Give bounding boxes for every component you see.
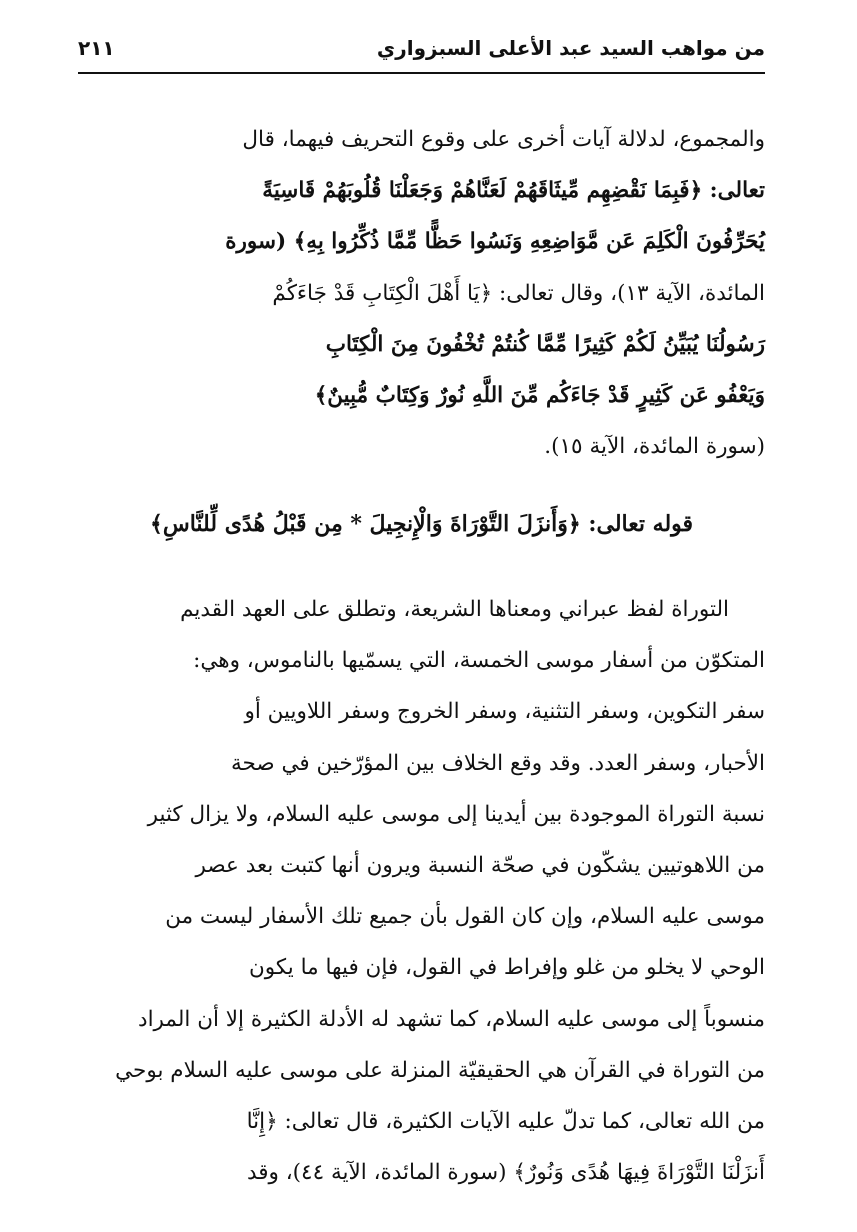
text-line: المائدة، الآية ١٣)، وقال تعالى: ﴿يَا أَهْلَ الْكِتَابِ قَدْ جَاءَكُمْ: [272, 280, 765, 306]
paragraph-quran-tahrif: [78, 114, 765, 472]
text-line: التوراة لفظ عبراني ومعناها الشريعة، وتطلق على العهد القديم: [180, 597, 729, 622]
text-line: من التوراة في القرآن هي الحقيقيّة المنزلة على موسى عليه السلام بوحي: [115, 1057, 765, 1083]
text-line: منسوباً إلى موسى عليه السلام، كما تشهد له الأدلة الكثيرة إلا أن المراد: [138, 1006, 765, 1032]
text-line: من الله تعالى، كما تدلّ عليه الآيات الكثيرة، قال تعالى: ﴿إِنَّا: [246, 1109, 765, 1135]
verse-line: رَسُولُنَا يُبَيِّنُ لَكُمْ كَثِيرًا مِّمَّا كُنتُمْ تُخْفُونَ مِنَ الْكِتَابِ: [325, 331, 765, 357]
running-title: من مواهب السيد عبد الأعلى السبزواري: [376, 36, 765, 60]
section-heading: قوله تعالى: ﴿وَأَنزَلَ التَّوْرَاةَ وَالْإِنجِيلَ * مِن قَبْلُ هُدًى لِّلنَّاسِ﴾: [149, 511, 694, 537]
text-line: من اللاهوتيين يشكّون في صحّة النسبة ويرون أنها كتبت بعد عصر: [195, 853, 765, 879]
text-line: الوحي لا يخلو من غلو وإفراط في القول، فإن فيها ما يكون: [249, 955, 765, 981]
text-line: سفر التكوين، وسفر التثنية، وسفر الخروج وسفر اللاويين أو: [244, 699, 765, 725]
header-divider: [78, 72, 765, 74]
page-number: ٢١١: [78, 36, 115, 60]
verse-line: يُحَرِّفُونَ الْكَلِمَ عَن مَّوَاضِعِهِ وَنَسُوا حَظًّا مِّمَّا ذُكِّرُوا بِهِ﴾ (سورة: [225, 229, 765, 255]
text-line: نسبة التوراة الموجودة بين أيدينا إلى موسى عليه السلام، ولا يزال كثير: [147, 801, 765, 827]
text-line: الأحبار، وسفر العدد. وقد وقع الخلاف بين المؤرّخين في صحة: [231, 750, 765, 776]
text-line: المتكوّن من أسفار موسى الخمسة، التي يسمّيها بالناموس، وهي:: [193, 648, 765, 674]
text-line: (سورة المائدة، الآية ١٥).: [544, 434, 765, 460]
text-line: أَنزَلْنَا التَّوْرَاةَ فِيهَا هُدًى وَنُورٌ﴾ (سورة المائدة، الآية ٤٤)، وقد: [246, 1160, 765, 1186]
paragraph-tawrat: [78, 584, 765, 1198]
verse-line: وَيَعْفُو عَن كَثِيرٍ قَدْ جَاءَكُم مِّنَ اللَّهِ نُورٌ وَكِتَابٌ مُّبِينٌ﴾: [314, 383, 765, 409]
text-line: والمجموع، لدلالة آيات أخرى على وقوع التحريف فيهما، قال: [242, 127, 765, 152]
running-header: [78, 30, 765, 66]
verse-line: تعالى: ﴿فَبِمَا نَقْضِهِم مِّيثَاقَهُمْ لَعَنَّاهُمْ وَجَعَلْنَا قُلُوبَهُمْ قَاسِيَةً: [262, 178, 765, 204]
text-line: موسى عليه السلام، وإن كان القول بأن جميع تلك الأسفار ليست من: [165, 904, 765, 930]
